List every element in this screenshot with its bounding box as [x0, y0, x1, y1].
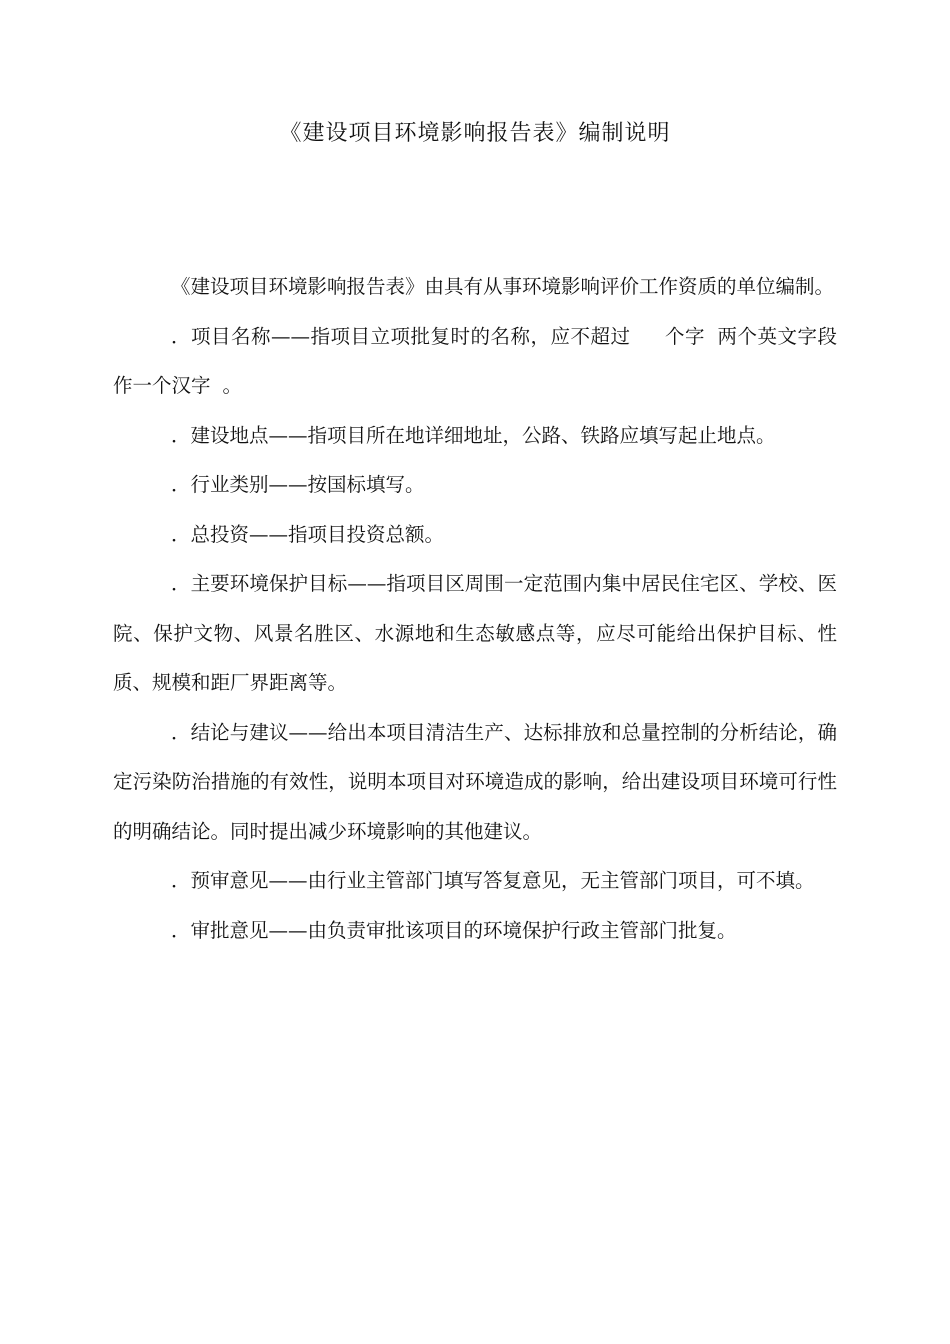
paragraph-project-name: [113, 312, 837, 411]
paragraph-investment: ．总投资——指项目投资总额。: [171, 522, 445, 546]
project-name-text: ．项目名称——指项目立项批复时的名称，应不超过: [171, 324, 631, 348]
paragraph-location: ．建设地点——指项目所在地详细地址，公路、铁路应填写起止地点。: [171, 423, 776, 447]
paragraph-industry: ．行业类别——按国标填写。: [171, 473, 425, 496]
paragraph-pre-review: ．预审意见——由行业主管部门填写答复意见，无主管部门项目，可不填。: [171, 869, 815, 892]
document-title: 《建设项目环境影响报告表》编制说明: [279, 121, 671, 146]
period-text: 。: [222, 374, 243, 397]
char-limit-text: 个字: [664, 324, 705, 348]
paragraph-intro: 《建设项目环境影响报告表》由具有从事环境影响评价工作资质的单位编制。: [171, 275, 835, 298]
paragraph-approval: ．审批意见——由负责审批该项目的环境保护行政主管部门批复。: [171, 918, 737, 942]
document-body: [113, 262, 837, 955]
paragraph-protection-targets: ．主要环境保护目标——指项目区周围一定范围内集中居民住宅区、学校、医院、保护文物、风景名胜区、水源地和生态敏感点等，应尽可能给出保护目标、性质、规模和距厂界距离等。: [113, 572, 837, 694]
english-rule-text: 两个英文字段作一个汉字: [113, 324, 837, 397]
paragraph-conclusion: ．结论与建议——给出本项目清洁生产、达标排放和总量控制的分析结论，确定污染防治措施的有效性，说明本项目对环境造成的影响，给出建设项目环境可行性的明确结论。同时提出减少环境影响的其他建议。: [113, 720, 837, 843]
